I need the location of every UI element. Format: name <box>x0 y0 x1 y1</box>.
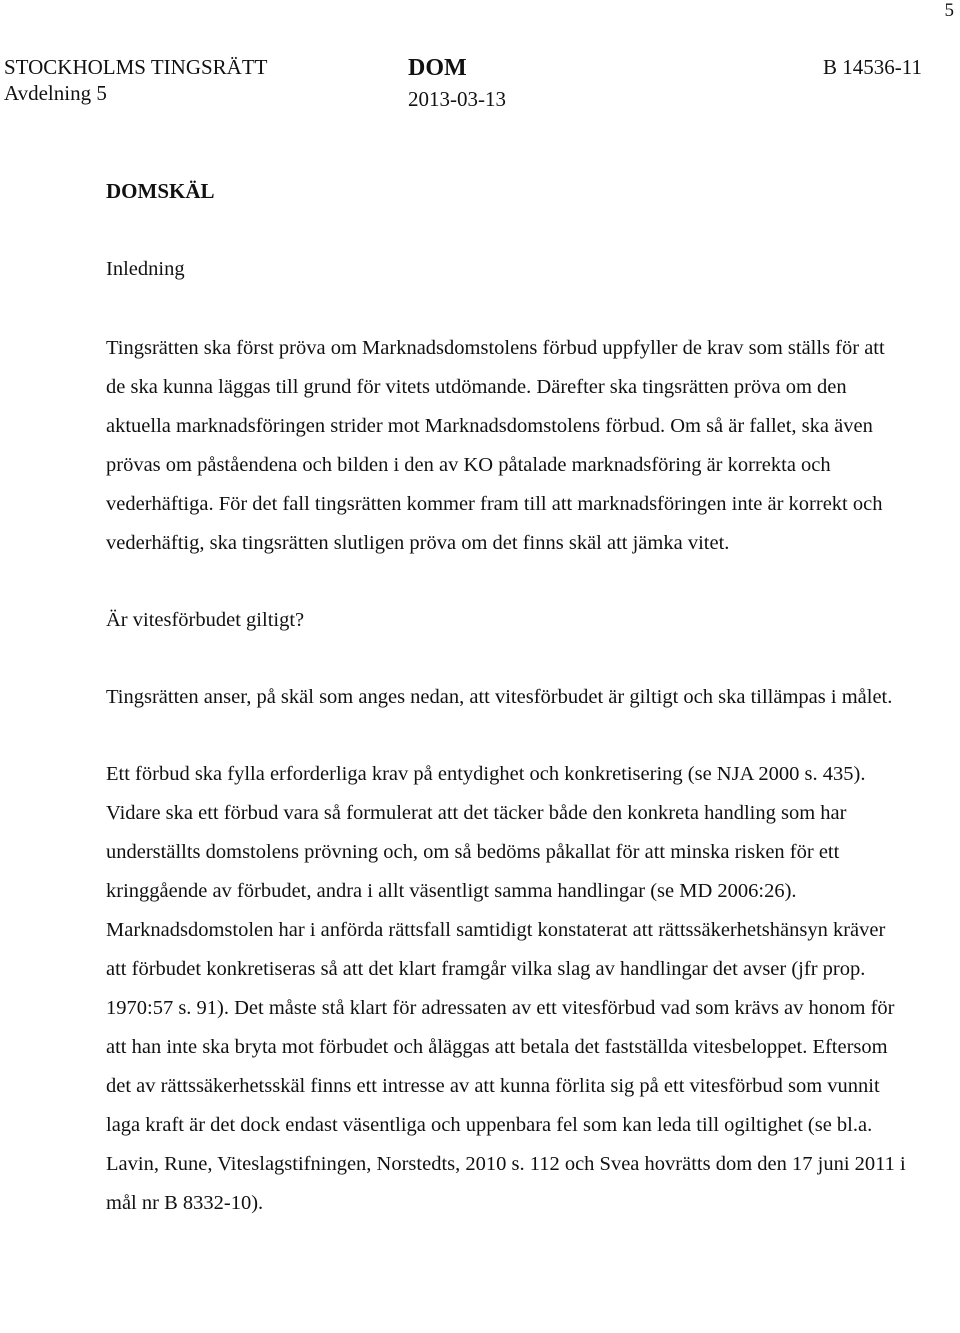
page-number: 5 <box>944 0 954 21</box>
doc-date: 2013-03-13 <box>408 87 506 111</box>
section-heading: DOMSKÄL <box>106 179 215 203</box>
doc-type: DOM <box>408 55 467 81</box>
paragraph-validity: Tingsrätten anser, på skäl som anges nedan, att vitesförbudet är giltigt och ska tillämpas i målet. <box>106 686 893 708</box>
paragraph-intro: Tingsrätten ska först pröva om Marknadsdomstolens förbud uppfyller de krav som ställs för att de ska kunna läggas till grund för vitets utdömande. Därefter ska tingsrätten pröva om den aktuella marknadsföringen strider mot Marknadsdomstolens förbud. Om så är fallet, ska även prövas om påståendena och bilden i den av KO påtalade marknadsföring är korrekta och vederhäftiga. För det fall tingsrätten kommer fram till att marknadsföringen inte är korrekt och vederhäftig, ska tingsrätten slutligen pröva om det finns skäl att jämka vitet. <box>106 337 885 554</box>
document-header <box>0 54 960 114</box>
case-number: B 14536-11 <box>823 55 922 79</box>
court-name: STOCKHOLMS TINGSRÄTT <box>4 55 268 79</box>
paragraph-requirements: Ett förbud ska fylla erforderliga krav på entydighet och konkretisering (se NJA 2000 s. 435). Vidare ska ett förbud vara så formulerat att det täcker både den konkreta handling som har underställts domstolens prövning och, om så bedöms påkallat för att minska risken för ett kringgående av förbudet, andra i allt väsentligt samma handlingar (se MD 2006:26). Marknadsdomstolen har i anförda rättsfall samtidigt konstaterat att rättssäkerhetshänsyn kräver att förbudet konkretiseras så att det klart framgår vilka slag av handlingar det avser (jfr prop. 1970:57 s. 91). Det måste stå klart för adressaten av ett vitesförbud vad som krävs av honom för att han inte ska bryta mot förbudet och åläggas att betala det fastställda vitesbeloppet. Eftersom det av rättssäkerhetsskäl finns ett intresse av att kunna förlita sig på ett vitesförbud som vunnit laga kraft är det dock endast väsentliga och uppenbara fel som kan leda till ogiltighet (se bl.a. Lavin, Rune, Viteslagstifningen, Norstedts, 2010 s. 112 och Svea hovrätts dom den 17 juni 2011 i mål nr B 8332-10). <box>106 763 906 1214</box>
doc-type-block <box>408 54 506 112</box>
subheading-validity: Är vitesförbudet giltigt? <box>106 609 305 631</box>
court-division: Avdelning 5 <box>4 81 107 105</box>
document-body <box>106 172 906 1223</box>
court-block <box>4 54 268 106</box>
subheading-intro: Inledning <box>106 258 185 280</box>
